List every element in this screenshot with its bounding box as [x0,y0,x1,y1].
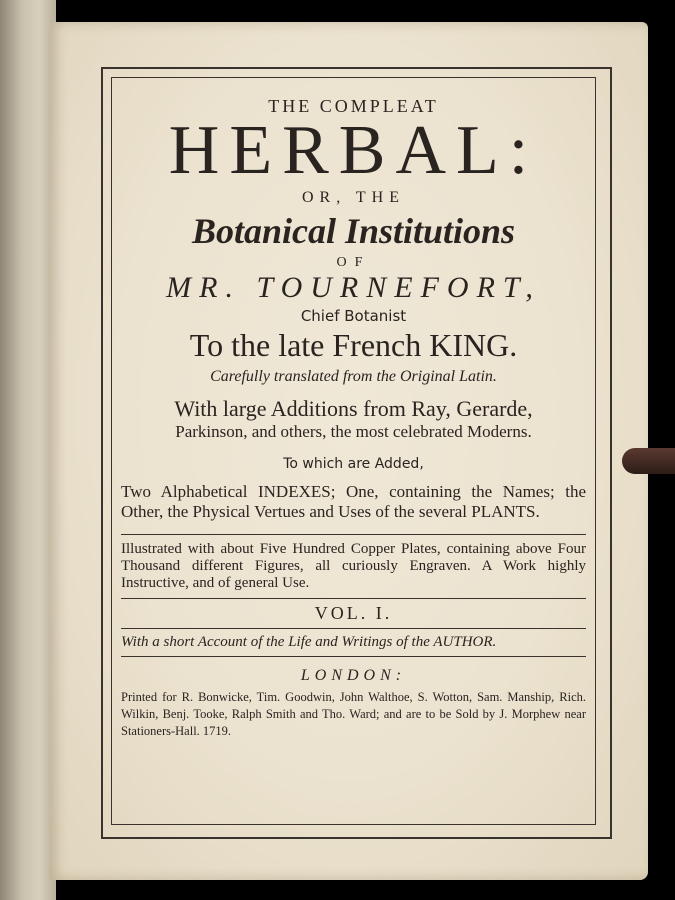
title-line-or: OR, THE [301,189,406,206]
indexes-paragraph: Two Alphabetical INDEXES; One, containing the Names; the Other, the Physical Vertues and Uses of the several PLANTS. [121,482,586,521]
title-line-botanical: Botanical Institutions [191,211,516,251]
title-line-of: OF [336,255,371,270]
title-page-text [113,82,594,820]
title-line-translated: Carefully translated from the Original Latin. [210,368,497,385]
divider-rule [121,534,586,535]
title-line-additions: With large Additions from Ray, Gerarde, [174,396,533,421]
divider-rule [121,656,586,657]
title-line-parkinson: Parkinson, and others, the most celebrated Moderns. [175,422,532,441]
illustrated-paragraph: Illustrated with about Five Hundred Copper Plates, containing above Four Thousand different Figures, all curiously Engraven. A Work highly Instructive, and of general Use. [121,541,586,591]
title-line-which-added: To which are Added, [283,456,424,472]
title-line-king: To the late French KING. [189,327,518,363]
imprint-city: LONDON: [300,667,407,684]
short-account-line: With a short Account of the Life and Writings of the AUTHOR. [121,634,497,650]
ribbon-bookmark [622,448,675,474]
title-line-author: MR. TOURNEFORT, [166,271,541,304]
divider-rule [121,598,586,599]
title-line-herbal: HERBAL: [168,112,539,189]
title-line-chief: Chief Botanist [300,307,407,325]
book-spine-edge [0,0,56,900]
volume-label: VOL. I. [314,603,393,623]
divider-rule [121,628,586,629]
imprint-paragraph: Printed for R. Bonwicke, Tim. Goodwin, John Walthoe, S. Wotton, Sam. Manship, Rich. Wilkin, Benj. Tooke, Ralph Smith and Tho. Ward; and are to be Sold by J. Morphew near Stationers-Hall. 1719. [121,690,586,738]
title-line-compleat: THE COMPLEAT [268,96,439,116]
